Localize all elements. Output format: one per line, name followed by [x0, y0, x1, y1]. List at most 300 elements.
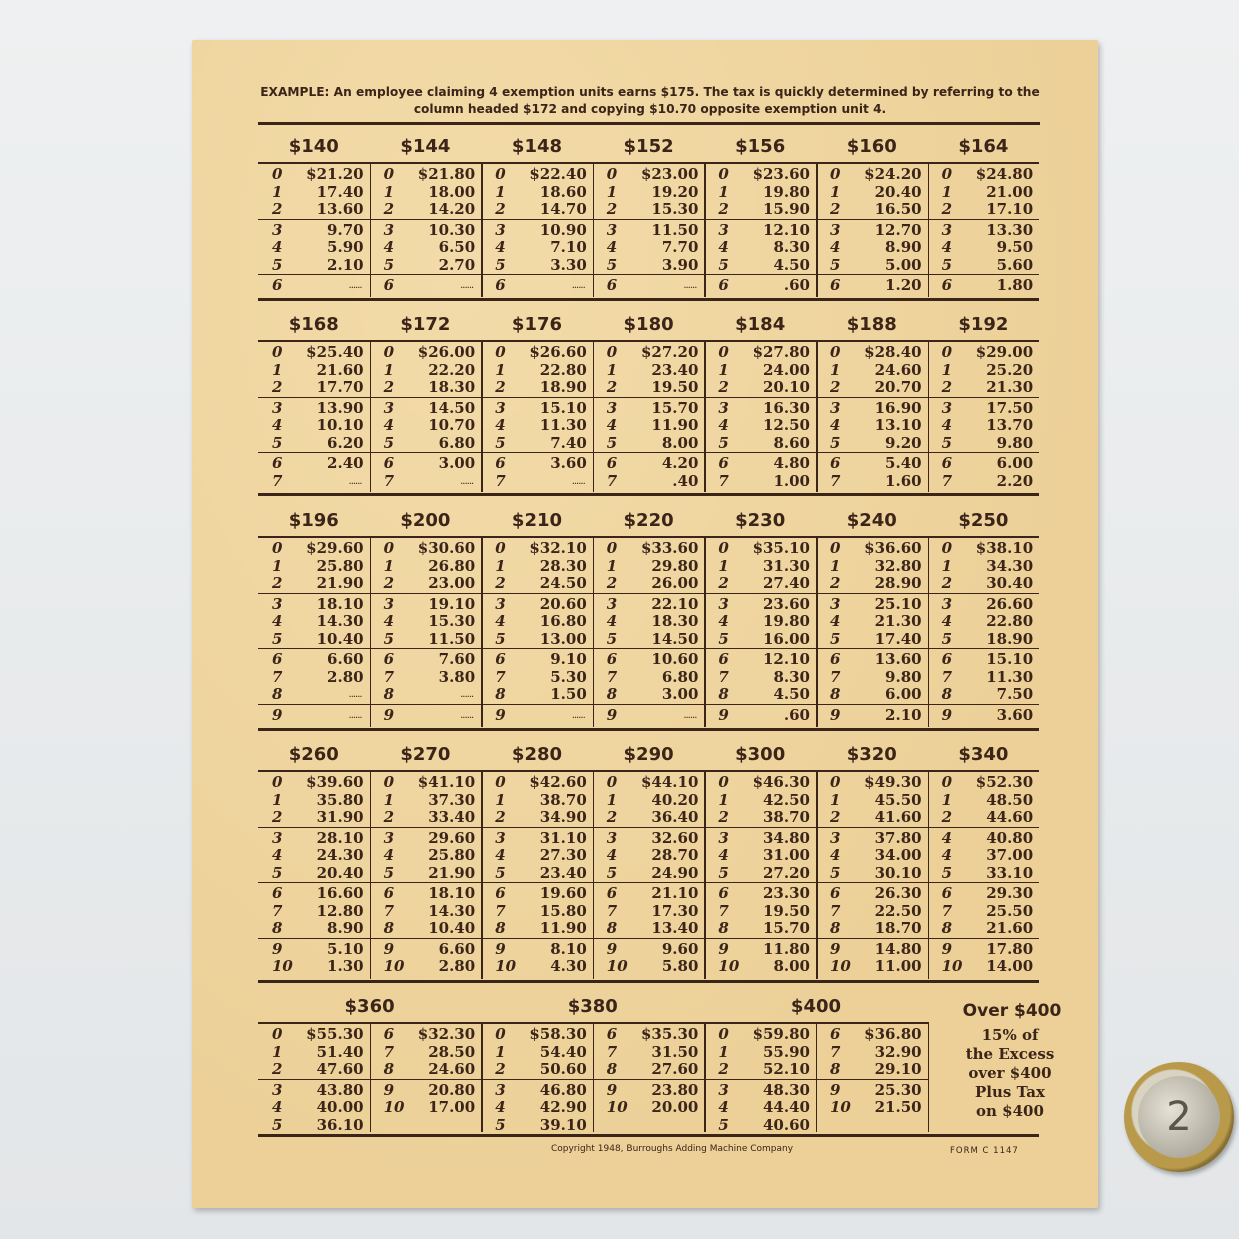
over-line: the Excess	[965, 1045, 1055, 1063]
over-400-text	[930, 1026, 1090, 1121]
tax-row	[481, 651, 593, 669]
tax-amount: 11.30	[539, 416, 587, 434]
tax-row	[481, 540, 593, 558]
tax-row	[928, 792, 1040, 810]
column-divider	[928, 536, 930, 727]
tax-row	[481, 435, 593, 453]
exemption-unit: 6	[718, 884, 729, 902]
tax-amount: 17.30	[651, 901, 699, 920]
tax-row	[258, 707, 370, 725]
section-divider	[928, 1022, 930, 1132]
tax-amount: 8.30	[773, 667, 810, 686]
exemption-unit: 1	[830, 182, 841, 201]
wage-heading: $156	[735, 136, 786, 157]
tax-row	[481, 344, 593, 362]
tax-amount: $58.30	[529, 1025, 587, 1043]
exemption-unit: 1	[495, 360, 506, 379]
tax-amount: 32.80	[874, 556, 922, 575]
tax-amount: 25.30	[874, 1080, 922, 1099]
tax-amount: 34.90	[539, 808, 587, 826]
exemption-unit: 9	[606, 705, 618, 724]
tax-amount: 45.50	[874, 790, 922, 809]
exemption-unit: 8	[830, 919, 841, 937]
tax-amount: 19.10	[428, 594, 476, 613]
block-bottom-rule	[258, 298, 1039, 301]
tax-amount: 3.60	[550, 454, 587, 472]
exemption-unit: 1	[606, 360, 618, 379]
tax-amount: 31.00	[763, 846, 810, 864]
tax-amount: 24.90	[651, 863, 699, 882]
tax-amount: 29.10	[874, 1060, 922, 1078]
tax-amount: 37.00	[986, 846, 1034, 864]
tax-amount: 2.70	[438, 255, 476, 274]
row-group	[816, 593, 928, 649]
wage-heading: $220	[623, 510, 674, 531]
exemption-unit: 4	[830, 238, 841, 256]
exemption-unit: 0	[718, 165, 729, 183]
tax-row	[704, 558, 816, 576]
exemption-unit: 3	[830, 220, 841, 239]
tax-row	[370, 631, 482, 649]
tax-row	[593, 613, 705, 631]
tax-amount: 13.30	[986, 220, 1034, 239]
tax-amount: $59.80	[752, 1025, 810, 1043]
exemption-unit: 9	[495, 939, 506, 958]
tax-row	[481, 686, 593, 704]
row-group	[928, 772, 1040, 827]
row-group	[370, 938, 482, 976]
exemption-unit: 5	[495, 863, 506, 882]
tax-row	[370, 958, 482, 976]
column-divider	[704, 770, 706, 979]
row-group	[704, 1079, 816, 1135]
tax-amount: 27.30	[539, 846, 587, 864]
tax-row	[816, 830, 928, 848]
exemption-unit: 0	[941, 343, 953, 361]
row-group	[258, 452, 370, 490]
tax-amount: 20.60	[539, 594, 587, 613]
exemption-unit: 8	[829, 1060, 841, 1078]
tax-row	[704, 1026, 816, 1044]
tax-row	[704, 201, 816, 219]
tax-row	[370, 473, 482, 491]
tax-row	[258, 920, 370, 938]
exemption-unit: 1	[383, 182, 395, 201]
exemption-unit: 1	[495, 182, 506, 201]
tax-row	[704, 222, 816, 240]
tax-row	[816, 257, 928, 275]
exemption-unit: 0	[495, 165, 506, 183]
tax-row	[704, 885, 816, 903]
row-group	[704, 342, 816, 397]
exemption-unit: 10	[829, 1098, 851, 1116]
tax-amount: 6.20	[327, 433, 364, 452]
exemption-unit: 1	[383, 360, 395, 379]
exemption-unit: 2	[941, 378, 953, 396]
tax-amount: $21.20	[306, 165, 364, 183]
exemption-unit: 1	[495, 556, 506, 575]
tax-row	[593, 400, 705, 418]
exemption-unit: 2	[830, 574, 841, 592]
exemption-unit: 4	[718, 1098, 729, 1116]
tax-amount: 22.80	[539, 360, 587, 379]
row-group	[816, 538, 928, 593]
tax-row	[258, 809, 370, 827]
tax-amount: 10.60	[651, 650, 699, 668]
tax-amount: 31.10	[539, 828, 587, 847]
tax-amount: $41.10	[417, 773, 476, 791]
exemption-unit: 2	[383, 200, 395, 218]
tax-row	[593, 540, 705, 558]
tax-row	[928, 920, 1040, 938]
tax-amount: 16.60	[316, 884, 364, 902]
tax-amount: 10.10	[316, 416, 364, 434]
tax-amount: 40.80	[986, 828, 1034, 847]
tax-rows	[928, 340, 1040, 490]
tax-row	[593, 222, 705, 240]
row-group	[370, 274, 482, 295]
tax-amount: 23.00	[428, 574, 476, 592]
exemption-unit: 6	[941, 884, 953, 902]
tax-rows	[370, 536, 482, 724]
tax-row	[481, 958, 593, 976]
tax-amount: .60	[783, 705, 810, 724]
exemption-unit: 9	[941, 705, 953, 724]
exemption-unit: 6	[606, 884, 618, 902]
tax-amount: 40.20	[651, 790, 699, 809]
column-divider	[370, 536, 372, 727]
column-divider	[928, 340, 930, 492]
tax-row	[816, 686, 928, 704]
tax-amount: 17.00	[428, 1098, 476, 1116]
row-group	[704, 704, 816, 725]
exemption-unit: 5	[718, 433, 729, 452]
tax-amount: 26.30	[874, 884, 922, 902]
over-line: 15% of	[981, 1026, 1039, 1044]
exemption-unit: 0	[830, 539, 841, 557]
tax-amount: 13.10	[874, 416, 922, 434]
exemption-unit: 9	[941, 939, 953, 958]
tax-amount: 42.50	[763, 790, 810, 809]
tax-amount: 21.00	[986, 182, 1034, 201]
tax-amount: 15.70	[651, 398, 699, 417]
row-group	[481, 219, 593, 275]
tax-row	[704, 792, 816, 810]
exemption-unit: 8	[606, 685, 618, 703]
row-group	[704, 827, 816, 883]
tax-row	[370, 1044, 482, 1062]
tax-row	[593, 792, 705, 810]
exemption-unit: 4	[941, 612, 953, 630]
exemption-unit: 0	[606, 539, 618, 557]
tax-amount: 11.80	[763, 939, 810, 958]
tax-amount: $25.40	[306, 343, 364, 361]
tax-row	[370, 362, 482, 380]
exemption-unit: 3	[383, 220, 395, 239]
exemption-unit: 4	[941, 828, 953, 847]
tax-row	[593, 830, 705, 848]
tax-row	[816, 651, 928, 669]
tax-amount: 6.00	[885, 685, 922, 703]
tax-amount: 17.40	[874, 629, 922, 648]
exemption-unit: 8	[606, 919, 618, 937]
tax-amount: 4.50	[773, 255, 810, 274]
row-group	[258, 274, 370, 295]
tax-amount: 52.10	[763, 1060, 810, 1078]
tax-amount: 2.10	[885, 705, 922, 724]
tax-amount: 12.10	[763, 650, 810, 668]
exemption-unit: 1	[941, 790, 953, 809]
row-group	[258, 882, 370, 938]
exemption-unit: 6	[718, 650, 729, 668]
tax-row	[370, 435, 482, 453]
section-divider	[481, 1022, 483, 1132]
tax-rows	[481, 1022, 593, 1134]
tax-row	[816, 1026, 928, 1044]
exemption-unit: 3	[495, 220, 506, 239]
tax-rows	[258, 162, 370, 295]
tax-amount: 43.80	[316, 1080, 364, 1099]
tax-rows	[593, 770, 705, 976]
tax-row	[816, 920, 928, 938]
exemption-unit: 3	[495, 1080, 506, 1099]
exemption-unit: 8	[383, 685, 395, 703]
exemption-unit: 0	[383, 773, 395, 791]
tax-amount: 15.90	[763, 200, 810, 218]
tax-amount: 7.50	[996, 685, 1034, 703]
tax-row	[704, 455, 816, 473]
tax-row	[258, 435, 370, 453]
tax-row	[593, 575, 705, 593]
tax-row	[258, 941, 370, 959]
tax-row	[593, 707, 705, 725]
exemption-unit: 3	[606, 220, 618, 239]
tax-amount: 31.30	[763, 556, 810, 575]
tax-amount: 24.50	[539, 574, 587, 592]
tax-row	[258, 344, 370, 362]
tax-row	[258, 1061, 370, 1079]
wage-heading: $188	[846, 314, 897, 335]
wage-heading: $200	[400, 510, 451, 531]
tax-row	[370, 558, 482, 576]
tax-amount: 11.50	[428, 629, 476, 648]
tax-amount: 17.80	[986, 939, 1034, 958]
tax-amount: 9.20	[885, 433, 922, 452]
exemption-unit: 10	[830, 957, 851, 975]
tax-amount: 22.50	[874, 901, 922, 920]
tax-amount: 17.10	[986, 200, 1034, 218]
tax-row	[593, 277, 705, 295]
exemption-unit: 6	[830, 650, 841, 668]
row-group	[928, 882, 1040, 938]
exemption-unit: 7	[383, 471, 395, 490]
tax-amount: 22.20	[428, 360, 476, 379]
exemption-unit: 7	[941, 667, 953, 686]
exemption-unit: 3	[718, 828, 729, 847]
tax-rows	[258, 340, 370, 490]
wage-heading: $152	[623, 136, 674, 157]
tax-row	[704, 958, 816, 976]
exemption-unit: 10	[606, 957, 628, 975]
row-group	[704, 274, 816, 295]
tax-row	[928, 885, 1040, 903]
tax-amount: 1.30	[327, 957, 364, 975]
tax-rows	[704, 536, 816, 724]
tax-amount: 3.60	[996, 705, 1034, 724]
tax-amount: 36.40	[651, 808, 699, 826]
tax-row	[816, 885, 928, 903]
tax-row	[816, 613, 928, 631]
tax-amount: 9.60	[661, 939, 699, 958]
exemption-unit: 1	[272, 182, 283, 201]
tax-amount: 8.30	[773, 238, 810, 256]
exemption-unit: 10	[383, 1098, 405, 1116]
tax-row	[704, 1044, 816, 1062]
row-group	[370, 882, 482, 938]
tax-amount: $33.60	[640, 539, 699, 557]
tax-amount: 3.30	[550, 255, 587, 274]
wage-heading: $144	[400, 136, 451, 157]
tax-amount: ......	[460, 709, 474, 721]
exemption-unit: 10	[606, 1098, 628, 1116]
tax-amount: 6.60	[438, 939, 476, 958]
exemption-unit: 5	[272, 863, 283, 882]
row-group	[816, 882, 928, 938]
exemption-unit: 7	[830, 901, 841, 920]
exemption-unit: 7	[606, 1042, 618, 1061]
row-group	[816, 342, 928, 397]
tax-row	[928, 417, 1040, 435]
tax-row	[816, 958, 928, 976]
exemption-unit: 5	[718, 629, 729, 648]
tax-amount: 8.90	[885, 238, 922, 256]
exemption-unit: 2	[718, 1060, 729, 1078]
tax-row	[816, 362, 928, 380]
exemption-unit: 7	[830, 667, 841, 686]
exemption-unit: 9	[829, 1080, 841, 1099]
tax-amount: 23.40	[539, 863, 587, 882]
exemption-unit: 0	[718, 773, 729, 791]
tax-rows	[370, 340, 482, 490]
tax-amount: 17.50	[986, 398, 1034, 417]
tax-row	[481, 941, 593, 959]
row-group	[481, 704, 593, 725]
tax-row	[481, 575, 593, 593]
tax-row	[928, 166, 1040, 184]
exemption-unit: 8	[383, 919, 395, 937]
tax-row	[370, 941, 482, 959]
exemption-unit: 0	[272, 1025, 283, 1043]
tax-amount: 28.90	[874, 574, 922, 592]
tax-row	[593, 417, 705, 435]
tax-row	[481, 362, 593, 380]
tax-row	[593, 1082, 705, 1100]
tax-amount: 9.70	[327, 220, 364, 239]
tax-row	[481, 1099, 593, 1117]
exemption-unit: 9	[606, 939, 618, 958]
tax-amount: ......	[348, 689, 362, 700]
exemption-unit: 1	[272, 1042, 283, 1061]
exemption-unit: 4	[383, 846, 395, 864]
exemption-unit: 5	[830, 255, 841, 274]
tax-row	[816, 455, 928, 473]
exemption-unit: 6	[272, 650, 283, 668]
exemption-unit: 8	[830, 685, 841, 703]
tax-amount: 48.30	[763, 1080, 810, 1099]
tax-amount: 12.70	[874, 220, 922, 239]
section-divider	[704, 1022, 706, 1132]
row-group	[481, 538, 593, 593]
tax-row	[370, 613, 482, 631]
exemption-unit: 1	[272, 556, 283, 575]
tax-row	[481, 809, 593, 827]
tax-row	[593, 239, 705, 257]
exemption-unit: 9	[718, 939, 729, 958]
tax-amount: 19.80	[763, 182, 810, 201]
exemption-unit: 4	[830, 846, 841, 864]
tax-row	[816, 239, 928, 257]
exemption-unit: 2	[830, 808, 841, 826]
tax-amount: 44.40	[763, 1098, 810, 1116]
tax-row	[928, 941, 1040, 959]
exemption-unit: 8	[272, 919, 283, 937]
tax-amount: $29.00	[975, 343, 1034, 361]
block-bottom-rule	[258, 728, 1039, 731]
tax-row	[370, 885, 482, 903]
tax-row	[928, 707, 1040, 725]
tax-rows	[258, 536, 370, 724]
wage-heading: $176	[511, 314, 563, 335]
row-group	[258, 219, 370, 275]
tax-row	[370, 455, 482, 473]
tax-amount: 34.00	[874, 846, 922, 864]
tax-row	[258, 400, 370, 418]
tax-row	[258, 473, 370, 491]
tax-rows	[704, 340, 816, 490]
tax-amount: 3.00	[438, 454, 476, 472]
tax-amount: $38.10	[975, 539, 1034, 557]
exemption-unit: 2	[718, 808, 729, 826]
tax-row	[593, 344, 705, 362]
row-group	[704, 538, 816, 593]
tax-amount: 17.40	[316, 182, 364, 201]
block-bottom-rule	[258, 980, 1039, 983]
exemption-unit: 7	[718, 471, 729, 490]
column-divider	[816, 1022, 818, 1132]
tax-amount: $32.10	[529, 539, 587, 557]
exemption-unit: 7	[829, 1042, 841, 1061]
exemption-unit: 3	[718, 220, 729, 239]
exemption-unit: 5	[495, 629, 506, 648]
column-divider	[370, 340, 372, 492]
exemption-unit: 9	[495, 705, 506, 724]
tax-row	[258, 774, 370, 792]
tax-row	[816, 540, 928, 558]
exemption-unit: 5	[606, 863, 618, 882]
row-group	[928, 593, 1040, 649]
exemption-unit: 2	[718, 378, 729, 396]
tax-amount: 3.90	[661, 255, 699, 274]
tax-row	[258, 257, 370, 275]
column-divider	[481, 536, 483, 727]
exemption-unit: 10	[383, 957, 405, 975]
tax-row	[370, 792, 482, 810]
tax-row	[593, 920, 705, 938]
row-group	[704, 593, 816, 649]
tax-amount: 7.70	[661, 238, 699, 256]
tax-row	[704, 865, 816, 883]
exemption-unit: 2	[941, 574, 953, 592]
